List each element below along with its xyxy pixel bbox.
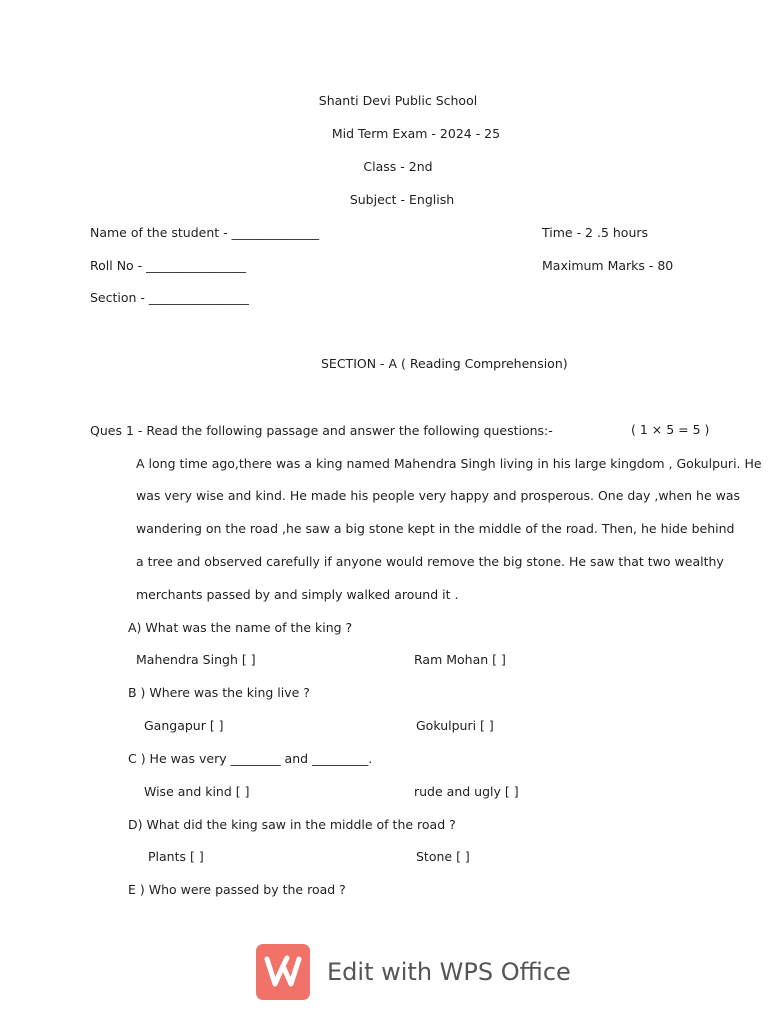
passage-line: wandering on the road ,he saw a big stone kept in the middle of the road. Then, he hide behind — [136, 521, 735, 536]
question-a-option-2: Ram Mohan [ ] — [414, 652, 506, 667]
question-a: A) What was the name of the king ? — [128, 620, 353, 635]
question-c-option-2: rude and ugly [ ] — [414, 784, 519, 799]
question-a-option-1: Mahendra Singh [ ] — [136, 652, 256, 667]
passage-line: merchants passed by and simply walked around it . — [136, 587, 459, 602]
wps-watermark-text: Edit with WPS Office — [327, 958, 571, 986]
school-name: Shanti Devi Public School — [318, 93, 478, 108]
question-b-option-1: Gangapur [ ] — [144, 718, 224, 733]
question-d-option-2: Stone [ ] — [416, 849, 470, 864]
wps-logo-icon — [256, 944, 310, 1000]
question-b-option-2: Gokulpuri [ ] — [416, 718, 494, 733]
roll-number-field: Roll No - ________________ — [90, 258, 247, 273]
passage-line: A long time ago,there was a king named Mahendra Singh living in his large kingdom , Gokulpuri. He — [136, 456, 762, 471]
question-1-prompt: Ques 1 - Read the following passage and answer the following questions:- — [90, 423, 553, 438]
question-c-option-1: Wise and kind [ ] — [144, 784, 250, 799]
class-label: Class - 2nd — [363, 159, 433, 174]
question-e: E ) Who were passed by the road ? — [128, 882, 346, 897]
exam-title: Mid Term Exam - 2024 - 25 — [331, 126, 501, 141]
section-title: SECTION - A ( Reading Comprehension) — [321, 356, 568, 371]
section-field: Section - ________________ — [90, 290, 249, 305]
subject-label: Subject - English — [349, 192, 455, 207]
maximum-marks-label: Maximum Marks - 80 — [542, 258, 674, 273]
question-1-marks: ( 1 × 5 = 5 ) — [631, 422, 710, 437]
time-label: Time - 2 .5 hours — [542, 225, 649, 240]
question-d-option-1: Plants [ ] — [148, 849, 204, 864]
passage-line: a tree and observed carefully if anyone would remove the big stone. He saw that two wealthy — [136, 554, 724, 569]
student-name-field: Name of the student - ______________ — [90, 225, 320, 240]
wps-edit-watermark[interactable] — [256, 944, 571, 1002]
question-d: D) What did the king saw in the middle of the road ? — [128, 817, 456, 832]
passage-line: was very wise and kind. He made his people very happy and prosperous. One day ,when he was — [136, 488, 741, 503]
question-b: B ) Where was the king live ? — [128, 685, 310, 700]
question-c: C ) He was very ________ and _________. — [128, 751, 373, 766]
